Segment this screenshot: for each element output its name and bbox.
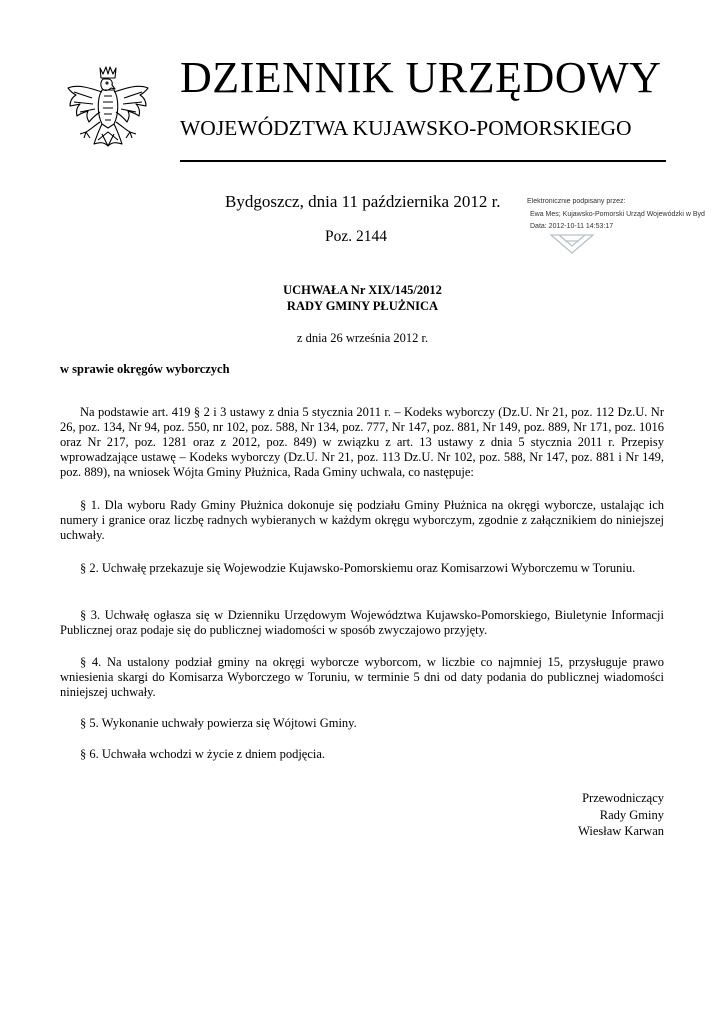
legal-basis-paragraph: Na podstawie art. 419 § 2 i 3 ustawy z dnia 5 stycznia 2011 r. – Kodeks wyborczy (Dz.U. Nr 21, poz. 112 Dz.U. Nr 26, poz. 134, Nr 94, poz. 550, nr 102, poz. 588, Nr 134, poz. 777, Nr 147, poz. 881, Nr 149, poz. 889, Nr 171, poz. 1016 oraz Nr 217, poz. 1281 oraz z 2012, poz. 849) w związku z art. 13 ustawy z dnia 5 stycznia 2011 r. Przepisy wprowadzające ustawę – Kodeks wyborczy (Dz.U. Nr 21, poz. 113 Dz.U. Nr 102, poz. 588, Nr 147, poz. 881 i Nr 149, poz. 889), na wniosek Wójta Gminy Płużnica, Rada Gminy uchwala, co następuje: — [60, 405, 664, 479]
polish-eagle-emblem-icon — [62, 62, 154, 162]
header-divider — [180, 160, 666, 162]
publication-place-date: Bydgoszcz, dnia 11 października 2012 r. — [225, 192, 501, 211]
signature-signer: Ewa Mes; Kujawsko-Pomorski Urząd Wojewódzki w Byd — [530, 211, 705, 218]
resolution-subject: w sprawie okręgów wyborczych — [60, 362, 230, 376]
signature-date: Data: 2012-10-11 14:53:17 — [530, 223, 614, 230]
section-5-paragraph: § 5. Wykonanie uchwały powierza się Wójtowi Gminy. — [80, 716, 357, 730]
signer-name: Wiesław Karwan — [578, 824, 664, 838]
resolution-date: z dnia 26 września 2012 r. — [296, 331, 429, 345]
section-1-paragraph: § 1. Dla wyboru Rady Gminy Płużnica dokonuje się podziału Gminy Płużnica na okręgi wyborcze, ustalając ich numery i granice oraz liczbę radnych wybieranych w każdym okręgu wyborczym, zgodnie z załącznikiem do niniejszej uchwały. — [60, 498, 664, 542]
signer-block — [578, 790, 664, 840]
resolution-number: UCHWAŁA Nr XIX/145/2012 — [283, 283, 442, 297]
resolution-authority: RADY GMINY PŁUŻNICA — [286, 299, 439, 313]
signature-seal-icon — [547, 231, 597, 257]
publication-position: Poz. 2144 — [325, 228, 387, 245]
journal-subtitle: WOJEWÓDZTWA KUJAWSKO-POMORSKIEGO — [180, 116, 632, 140]
section-4-paragraph: § 4. Na ustalony podział gminy na okręgi wyborcze wyborcom, w liczbie co najmniej 15, przysługuje prawo wniesienia skargi do Komisarza Wyborczego w Toruniu, w terminie 5 dni od daty podania do publicznej wiadomości niniejszej uchwały. — [60, 655, 664, 699]
journal-title: DZIENNIK URZĘDOWY — [180, 53, 662, 102]
signature-label: Elektronicznie podpisany przez: — [527, 198, 626, 205]
section-3-paragraph: § 3. Uchwałę ogłasza się w Dzienniku Urzędowym Województwa Kujawsko-Pomorskiego, Biuletynie Informacji Publicznej oraz podaje się do publicznej wiadomości w sposób zwyczajowo przyjęty. — [60, 608, 664, 637]
signer-role: Przewodniczący — [582, 791, 664, 805]
electronic-signature-box — [527, 198, 725, 264]
section-6-paragraph: § 6. Uchwała wchodzi w życie z dniem podjęcia. — [80, 747, 326, 761]
section-2-paragraph: § 2. Uchwałę przekazuje się Wojewodzie Kujawsko-Pomorskiemu oraz Komisarzowi Wyborczemu w Toruniu. — [80, 561, 636, 575]
signer-body: Rady Gminy — [599, 807, 664, 822]
